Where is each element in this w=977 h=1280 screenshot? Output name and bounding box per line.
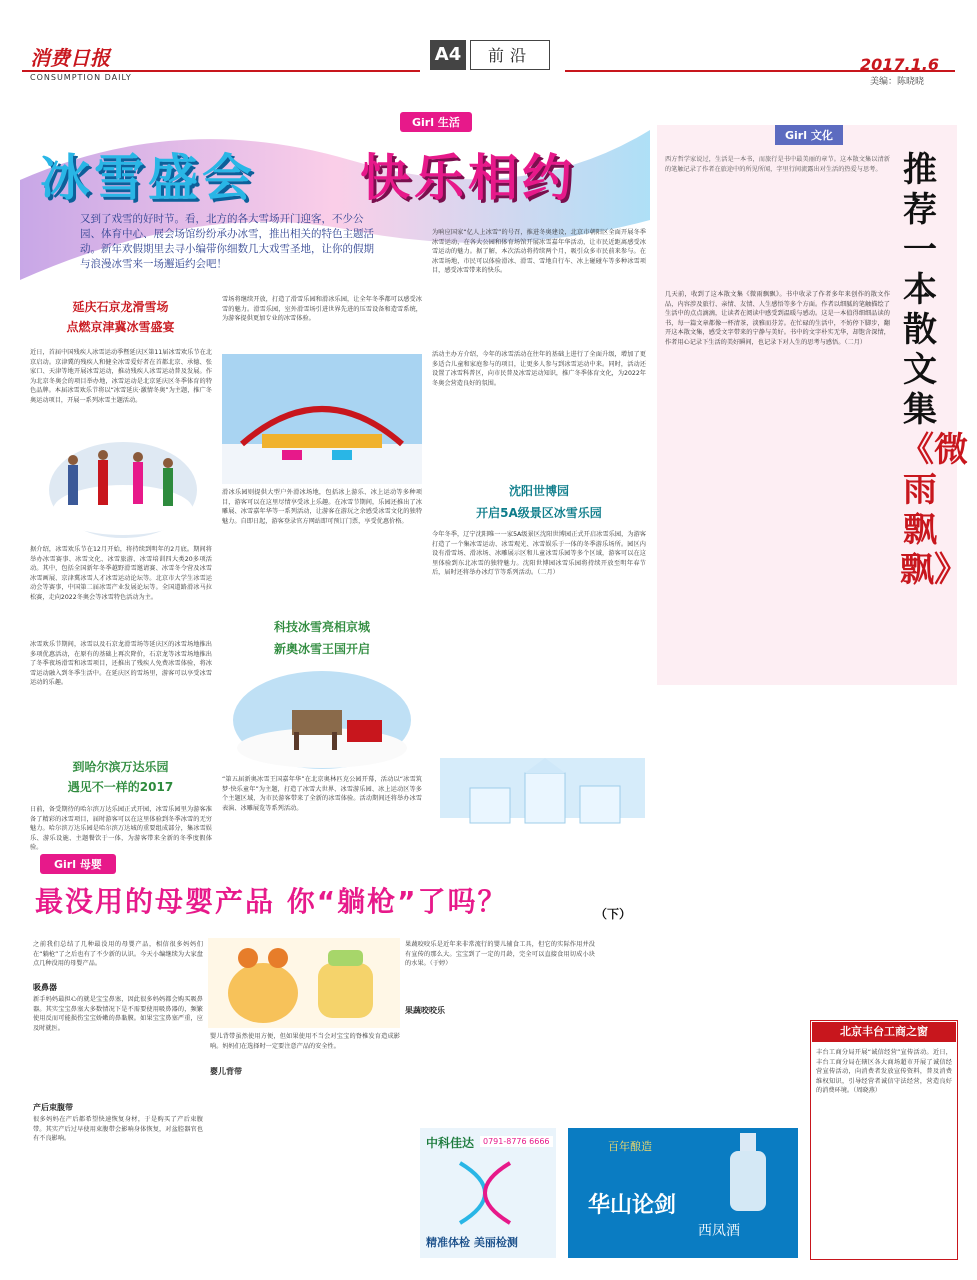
masthead-logo: 消费日报: [30, 46, 110, 70]
article4-body-mid: 活动主办方介绍，今年的冰雪活动在往年的基础上进行了全面升级，增加了更多适合儿童和家庭参与的项目，让更多人参与到冰雪运动中来。同时，活动还设置了冰雪科普区，向市民普及冰雪运动知识，推广冬季体育文化，为2022年冬奥会营造良好的氛围。: [432, 351, 646, 387]
sidebar-vertical-title: 推荐一本散文集: [903, 150, 937, 430]
article4-body-bottom: 今年冬季，辽宁沈阳唯一一家5A级景区沈阳世博园正式开启冰雪乐园，为游客打造了一个集冰雪运动、冰雪观光、冰雪娱乐于一体的冬季游乐场所。园区内设有滑雪场、滑冰场、冰雕展示区和儿童冰雪乐园等多个区域，游客可以在这里体验到东北冰雪的独特魅力。沈阳世博园冰雪乐园将持续开放至明年春节后，届时还将举办冰灯节等系列活动。（二月）: [432, 531, 646, 577]
mom-sub2: 产后束腹带: [33, 1103, 73, 1112]
masthead-sub: CONSUMPTION DAILY: [30, 73, 132, 82]
banner-title-right: 快乐相约: [360, 149, 576, 207]
bottle-icon: [718, 1133, 778, 1213]
editor-credit: 美编：陈晓晓: [870, 77, 925, 87]
ad1-phone: 0791-8776 6666: [480, 1136, 553, 1147]
article4-head2: 开启5A级景区冰雪乐园: [476, 506, 602, 520]
teether-photo: [208, 938, 400, 1028]
ad-liquor: [568, 1128, 798, 1258]
ad-checkup: [420, 1128, 556, 1258]
article3-head1: 科技冰雪亮相京城: [273, 620, 370, 634]
sidebar-tag: Girl 文化: [775, 125, 843, 145]
mom-title: 最没用的母婴产品 你“躺枪”了吗？: [35, 885, 508, 918]
issue-date: 2017.1.6: [860, 55, 939, 74]
header-rule: [22, 70, 420, 72]
article4-body-top: 为响应国家“亿人上冰雪”的号召，推进冬奥建设，北京市朝阳区全面开展冬季冰雪运动，在各大公园和体育场馆开展冰雪嘉年华活动，让市民近距离感受冰雪运动的魅力。据了解，本次活动将持续两个月，吸引众多市民前来参与。在冰雪场地，市民可以体验滑冰、滑雪、雪地自行车、冰上碰碰车等多种冰雪项目，感受冰雪带来的快乐。: [432, 229, 646, 275]
news-title: 北京丰台工商之窗: [812, 1022, 956, 1042]
article3-body-top: 雪场将继续开放，打造了滑雪乐园和滑冰乐园，让全年冬季都可以感受冰雪的魅力。滑雪乐园，室外滑雪场引进世界先进的压雪设备和造雪系统，为游客提供更加专业的冰雪体验。: [222, 296, 422, 323]
article1-body-a: 近日，首届中国残疾人冰雪运动季暨延庆区第11届冰雪欢乐节在北京启动。京津冀的残疾人和健全冰雪爱好者在首都北京、承德、张家口、天津等地开展冰雪运动，推动残疾人冰雪运动普及发展。作为北京冬奥会的项目举办地，冰雪运动是北京延庆区冬季体育的特色品牌。本届冰雪欢乐节将以“冰雪延庆·激情冬奥”为主题，推广冬奥运动项目，开展一系列冰雪主题活动。: [30, 349, 212, 404]
article3-body-bottom: “第五届新奥冰雪王国嘉年华”在北京奥林匹克公园开幕，活动以“冰雪筑梦·快乐童年”为主题，打造了冰雪大世界、冰雪游乐园、冰上运动区等多个主题区域，为市民游客带来了全新的冰雪体验。活动期间还将举办冰雪表演、冰雕展览等系列活动。: [222, 776, 422, 812]
ad1-slogan: 精准体检 美丽检测: [426, 1236, 518, 1249]
banner-intro: 又到了戏雪的好时节。看，北方的各大雪场开门迎客，不少公园、体育中心、展会场馆纷纷承办冰雪，推出相关的特色主题活动。新年欢假期里去寻小编带你细数几大戏雪圣地，让你的假期与浪漫冰雪来一场邂逅约会吧！: [80, 213, 374, 270]
sidebar-book-title: 《微雨飘飘》: [900, 430, 968, 590]
article3-body-mid: 滑冰乐园则提供大型户外滑冰场地，包括冰上游乐、冰上运动等多种项目，游客可以在这里尽情享受冰上乐趣。在冰雪节期间，乐园还推出了冰雕展、冰雪嘉年华等一系列活动，让游客在游玩之余感受冰雪文化的独特魅力。自即日起，游客登录官方网站即可预订门票，享受优惠价格。: [222, 489, 422, 525]
ad1-brand: 中科佳达: [426, 1136, 475, 1150]
banner-tag: Girl 生活: [400, 112, 472, 132]
article2-head2: 遇见不一样的2017: [67, 780, 174, 794]
ski-photo: [48, 440, 198, 540]
mom-sub1: 吸鼻器: [33, 983, 57, 992]
ad2-top: 百年酿造: [608, 1140, 652, 1153]
page-number: A4: [430, 40, 466, 70]
mom-sub4: 果蔬咬咬乐: [405, 1006, 445, 1015]
mom-body4: 果蔬咬咬乐是近年来非常流行的婴儿辅食工具，但它的实际作用并没有宣传的那么大。宝宝到了一定的月龄，完全可以直接食用切成小块的水果。（于婷）: [405, 941, 595, 968]
stadium-photo: [222, 354, 422, 484]
article2-body: 日前，备受期待的哈尔滨万达乐园正式开园，冰雪乐园里为游客准备了精彩的冰雪项目，届时游客可以在这里体验到冬季冰雪的无穷魅力。哈尔滨万达乐园是哈尔滨万达城的重要组成部分，集冰雪娱乐、游乐设施、主题餐饮于一体，为游客带来全新的冬季度假体验。: [30, 806, 212, 852]
article1-body-b: 据介绍，冰雪欢乐节在12月开始，将持续到明年的2月底。期间将举办冰雪赛事、冰雪文化、冰雪旅游、冰雪培训四大类20多项活动。其中，包括全国新年冬季越野滑雪邀请赛、冰雪冬令营及冰雪冰雪画展、京津冀冰雪人才冰雪运动论坛等。北京市大学生冰雪运动会等赛事，中国第二届冰雪产业发展论坛等。全国道路滑冰马拉松赛，走向2022冬奥会等冰雪特色活动为主。: [30, 546, 212, 601]
dna-icon: [450, 1158, 520, 1228]
news-body: 丰台工商分局开展“诚信经营”宣传活动。近日，丰台工商分局在辖区各大商场超市开展了诚信经营宣传活动，向消费者发放宣传资料，普及消费维权知识，引导经营者诚信守法经营，营造良好的消费环境。（周晓燕）: [816, 1049, 952, 1095]
article1-head1: 延庆石京龙滑雪场: [72, 300, 169, 314]
ice-castle-photo: [440, 758, 645, 843]
reindeer-photo: [232, 670, 412, 770]
sidebar-body: 几天前，收到了这本散文集《微雨飘飘》。书中收录了作者多年来创作的散文作品，内容涉及旅行、亲情、友情、人生感悟等多个方面。作者以细腻的笔触描绘了生活中的点点滴滴，让读者在阅读中感受到温暖与感动。这是一本值得细细品读的书，每一篇文章都像一杯清茶，淡雅而芬芳。在忙碌的生活中，不妨停下脚步，翻开这本散文集，感受文字带来的宁静与美好。书中的文字朴实无华，却饱含深情，作者用心记录下生活的美好瞬间，也记录下对人生的思考与感悟。（二月）: [665, 291, 890, 346]
ad2-brand: 华山论剑: [588, 1192, 677, 1218]
mom-body1: 新手妈妈最担心的就是宝宝鼻塞，因此很多妈妈都会购买吸鼻器。其实宝宝鼻塞大多数情况下是不需要使用吸鼻器的，频繁使用反而可能损伤宝宝娇嫩的鼻黏膜。如果宝宝鼻塞严重，应及时就医。: [33, 996, 203, 1032]
article3-head2: 新奥冰雪王国开启: [273, 642, 370, 656]
sidebar-intro: 西方哲学家说过，生活是一本书，而旅行是书中最美丽的章节。这本散文集以清新的笔触记录了作者在旅途中的所见所闻，字里行间流露出对生活的热爱与思考。: [665, 156, 890, 173]
article1-head2: 点燃京津冀冰雪盛宴: [66, 320, 175, 334]
mom-sub3: 婴儿背带: [210, 1067, 242, 1076]
mom-body3: 婴儿背带虽然使用方便，但如果使用不当会对宝宝的脊椎发育造成影响。妈妈们在选择时一定要注意产品的安全性。: [210, 1033, 400, 1050]
mom-tag: Girl 母婴: [40, 854, 116, 874]
ad2-sub: 西凤酒: [698, 1223, 740, 1239]
section-name: 前沿: [470, 40, 550, 70]
article2-head1: 到哈尔滨万达乐园: [72, 760, 169, 774]
article1-body-c: 冰雪欢乐节期间，冰雪以及石京龙滑雪场等延庆区的冰雪场地推出多项优惠活动，在原有的基础上再次降价，石京龙等冰雪场地推出了冬季夜场滑雪和冰雪项目，还推出了残疾人免费冰雪体验，将冰雪运动融入到冬季生活中。在延庆区的雪场里，游客可以享受冰雪运动的乐趣。: [30, 641, 212, 687]
banner-title-left: 冰雪盛会: [40, 149, 256, 207]
mom-title-suffix: （下）: [595, 907, 632, 921]
mom-lead: 之前我们总结了几种最没用的母婴产品，相信很多妈妈们在“躺枪”了之后也有了不少新的认识。今天小编继续为大家盘点几种没用的母婴产品。: [33, 941, 203, 968]
article4-head1: 沈阳世博园: [508, 484, 569, 498]
mom-body2: 很多妈妈在产后都希望快速恢复身材，于是购买了产后束腹带。其实产后过早使用束腹带会影响身体恢复，对盆腔器官也有不良影响。: [33, 1116, 203, 1143]
